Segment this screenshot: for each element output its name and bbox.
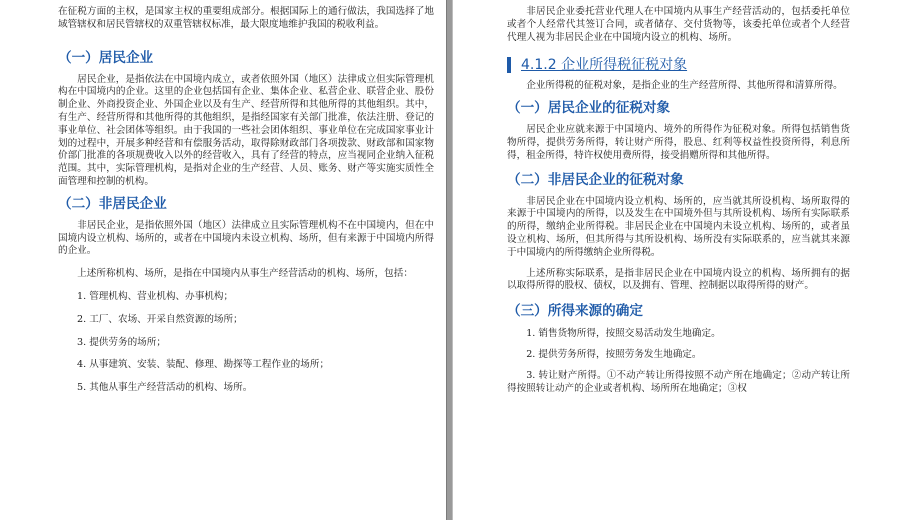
section-heading-text: 4.1.2 企业所得税征税对象 [521, 57, 688, 74]
heading-resident-enterprise: （一）居民企业 [58, 49, 154, 66]
list-item: 4. 从事建筑、安装、装配、修理、勘探等工程作业的场所； [77, 359, 330, 371]
list-item: 3. 提供劳务的场所； [77, 336, 166, 348]
source-item: 3. 转让财产所得。①不动产转让所得按照不动产所在地确定；②动产转让所得按照转让动产的企业或者机构、场所所在地确定；③权 [507, 369, 850, 394]
list-item: 2. 工厂、农场、开采自然资源的场所； [77, 313, 243, 325]
nonresident-enterprise-paragraph: 非居民企业，是指依照外国（地区）法律成立且实际管理机构不在中国境内，但在中国境内设立机构、场所的，或者在中国境内未设立机构、场所，但有来源于中国境内所得的企业。 [58, 219, 434, 257]
nonresident-tax-object-paragraph: 非居民企业在中国境内设立机构、场所的，应当就其所设机构、场所取得的来源于中国境内的所得，以及发生在中国境外但与其所设机构、场所有实际联系的所得，缴纳企业所得税。非居民企业在中国境内未设立机构、场所的，或者虽设立机构、场所，但其所得与其所设机构、场所没有实际联系的，应当就其来源于中国境内的所得缴纳企业所得税。 [507, 195, 850, 258]
section-heading [507, 56, 850, 74]
section-marker-bar [507, 57, 511, 73]
heading-resident-tax-object: （一）居民企业的征税对象 [507, 100, 671, 117]
resident-enterprise-paragraph: 居民企业，是指依法在中国境内成立，或者依照外国（地区）法律成立但实际管理机构在中国境内的企业。这里的企业包括国有企业、集体企业、私营企业、联营企业、股份制企业、外商投资企业、外国企业以及有生产、经营所得和其他所得的其他组织。其中，有生产、经营所得和其他所得的其他组织，是指经国家有关部门批准，依法注册、登记的事业单位、社会团体等组织。由于我国的一些社会团体组织、事业单位在完成国家事业计划的过程中，开展多种经营和有偿服务活动，取得除财政部门各项拨款、财政部和国家物价部门批准的各项规费收入以外的经营收入，具有了经营的特点，应当视同企业纳入征税范围。其中，实际管理机构，是指对企业的生产经营、人员、账务、财产等实施实质性全面管理和控制的机构。 [58, 73, 434, 187]
establishments-paragraph: 上述所称机构、场所，是指在中国境内从事生产经营活动的机构、场所，包括： [77, 268, 413, 280]
source-item: 2. 提供劳务所得，按照劳务发生地确定。 [526, 348, 702, 360]
list-item: 5. 其他从事生产经营活动的机构、场所。 [77, 382, 253, 394]
heading-nonresident-tax-object: （二）非居民企业的征税对象 [507, 171, 684, 188]
intro-paragraph: 在征税方面的主权，是国家主权的重要组成部分。根据国际上的通行做法，我国选择了地域管辖权和居民管辖权的双重管辖权标准，最大限度地维护我国的税收利益。 [58, 6, 434, 30]
left-page [0, 0, 446, 520]
actual-connection-paragraph: 上述所称实际联系，是指非居民企业在中国境内设立的机构、场所拥有的据以取得所得的股权、债权，以及拥有、管理、控制据以取得所得的财产。 [507, 267, 850, 292]
list-item: 1. 管理机构、营业机构、办事机构； [77, 290, 234, 302]
agent-paragraph: 非居民企业委托营业代理人在中国境内从事生产经营活动的，包括委托单位或者个人经常代其签订合同，或者储存、交付货物等，该委托单位或者个人经营代理人视为非居民企业在中国境内设立的机构、场所。 [507, 6, 850, 43]
source-item: 1. 销售货物所得，按照交易活动发生地确定。 [526, 328, 721, 340]
page-divider [446, 0, 453, 520]
tax-object-paragraph: 企业所得税的征税对象，是指企业的生产经营所得、其他所得和清算所得。 [526, 80, 843, 92]
resident-tax-object-paragraph: 居民企业应就来源于中国境内、境外的所得作为征税对象。所得包括销售货物所得，提供劳务所得，转让财产所得，股息、红利等权益性投资所得，利息所得，租金所得，特许权使用费所得，接受捐赠所得和其他所得。 [507, 124, 850, 161]
heading-income-source: （三）所得来源的确定 [507, 303, 643, 320]
right-page [453, 0, 900, 520]
heading-nonresident-enterprise: （二）非居民企业 [58, 195, 167, 212]
